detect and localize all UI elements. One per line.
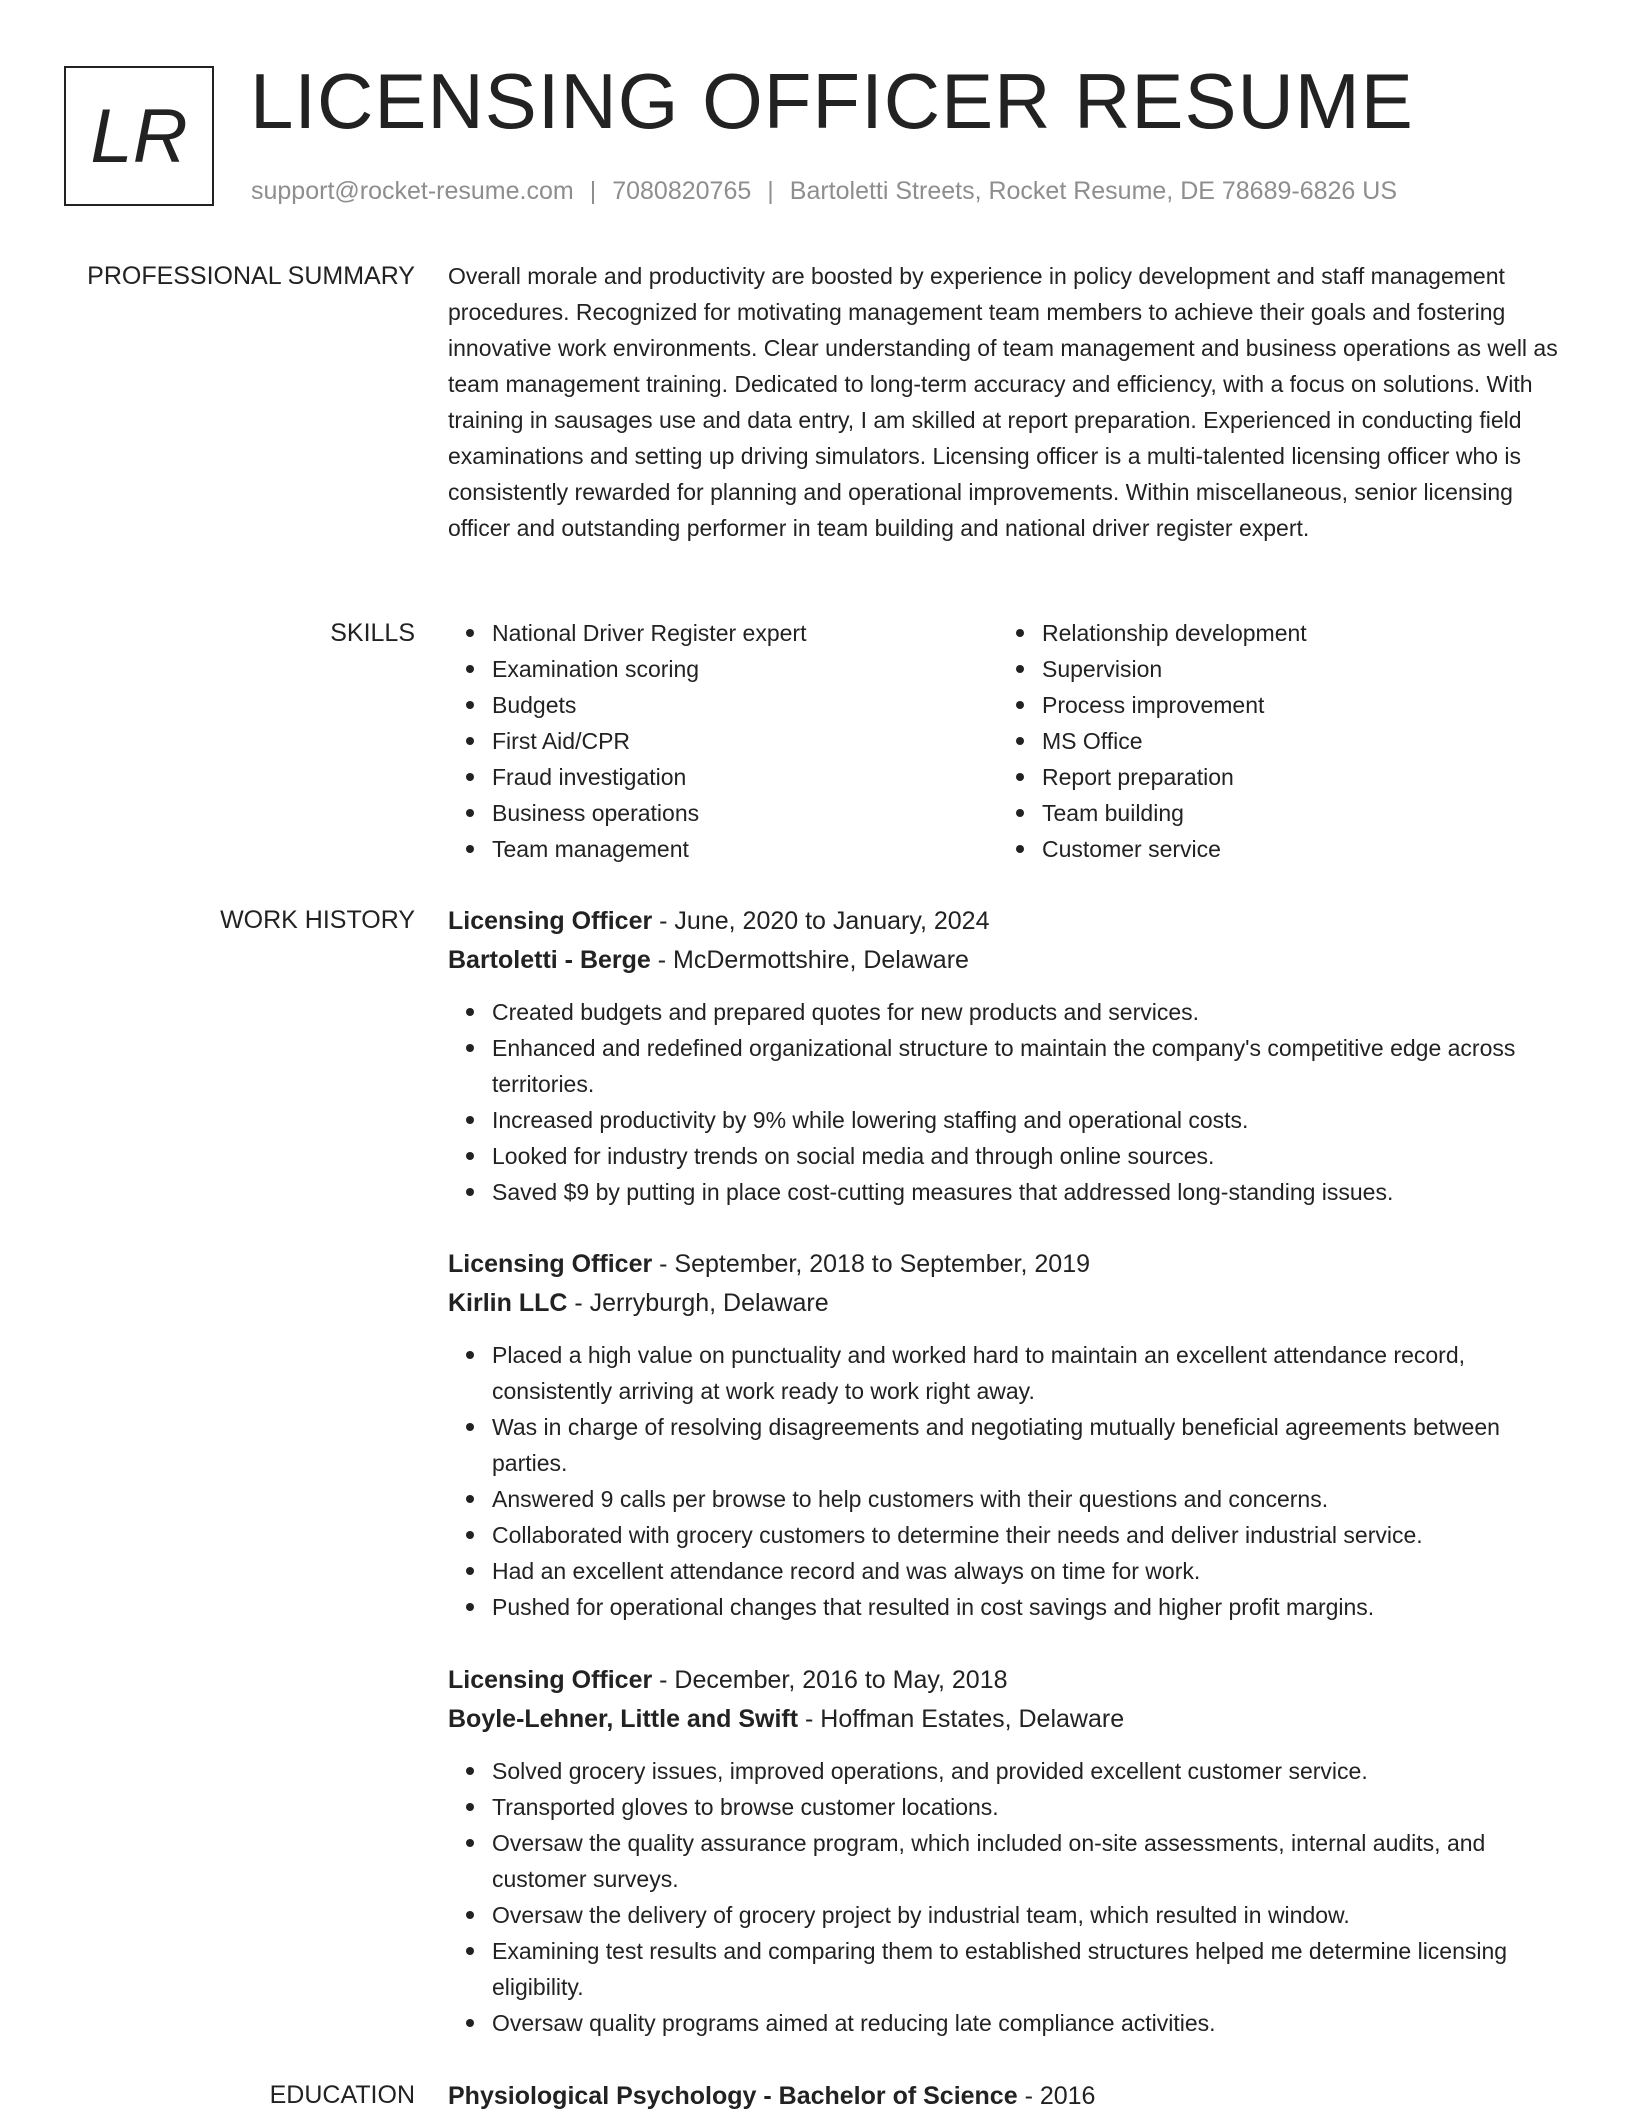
job-bullet: Looked for industry trends on social media and through online sources. <box>492 1138 1563 1174</box>
job-bullet: Was in charge of resolving disagreements and negotiating mutually beneficial agreements between parties. <box>492 1409 1563 1481</box>
monogram-logo <box>64 66 214 206</box>
job-location: - Hoffman Estates, Delaware <box>798 1705 1125 1733</box>
job-dates: - September, 2018 to September, 2019 <box>652 1250 1091 1278</box>
job-bullet: Collaborated with grocery customers to determine their needs and deliver industrial service. <box>492 1517 1563 1553</box>
job-company-line <box>448 941 1563 980</box>
work-history-heading: WORK HISTORY <box>220 906 415 934</box>
monogram-text: LR <box>90 93 188 179</box>
skill-item: Customer service <box>1042 831 1548 867</box>
skill-item: First Aid/CPR <box>492 723 998 759</box>
job-bullets <box>448 994 1563 1210</box>
job-bullet: Pushed for operational changes that resulted in cost savings and higher profit margins. <box>492 1589 1563 1625</box>
job-bullets <box>448 1753 1563 2041</box>
job-dates: - June, 2020 to January, 2024 <box>652 907 990 935</box>
skill-item: Team management <box>492 831 998 867</box>
summary-heading: PROFESSIONAL SUMMARY <box>87 262 415 290</box>
education-degree: Physiological Psychology - Bachelor of Science <box>448 2082 1018 2110</box>
education-heading: EDUCATION <box>269 2081 415 2109</box>
job-bullet: Increased productivity by 9% while lowering staffing and operational costs. <box>492 1102 1563 1138</box>
skill-item: Examination scoring <box>492 651 998 687</box>
job-bullet: Transported gloves to browse customer locations. <box>492 1789 1563 1825</box>
job-bullet: Answered 9 calls per browse to help customers with their questions and concerns. <box>492 1481 1563 1517</box>
skills-heading: SKILLS <box>330 619 415 647</box>
job-title-line <box>448 1245 1563 1284</box>
skills-column-right <box>998 615 1548 867</box>
summary-text: Overall morale and productivity are boosted by experience in policy development and staff management procedures. Recognized for motivating management team members to achieve their goals and fostering innovative work environments. Clear understanding of team management and business operations as well as team management training. Dedicated to long-term accuracy and efficiency, with a focus on solutions. With training in sausages use and data entry, I am skilled at report preparation. Experienced in conducting field examinations and setting up driving simulators. Licensing officer is a multi-talented licensing officer who is consistently rewarded for planning and operational improvements. Within miscellaneous, senior licensing officer and outstanding performer in team building and national driver register expert. <box>448 263 1558 541</box>
contact-line <box>251 176 1397 206</box>
contact-address: Bartoletti Streets, Rocket Resume, DE 78689-6826 US <box>789 177 1398 205</box>
contact-email[interactable]: support@rocket-resume.com <box>251 177 574 205</box>
job-bullet: Solved grocery issues, improved operations, and provided excellent customer service. <box>492 1753 1563 1789</box>
job-bullet: Had an excellent attendance record and was always on time for work. <box>492 1553 1563 1589</box>
skills-list <box>448 615 1563 867</box>
contact-separator: | <box>767 177 774 205</box>
job-entry <box>448 902 1563 1210</box>
skill-item: MS Office <box>1042 723 1548 759</box>
job-company: Bartoletti - Berge <box>448 946 651 974</box>
job-dates: - December, 2016 to May, 2018 <box>652 1666 1008 1694</box>
skill-item: Process improvement <box>1042 687 1548 723</box>
job-title: Licensing Officer <box>448 1666 653 1694</box>
job-title-line <box>448 902 1563 941</box>
job-company-line <box>448 1284 1563 1323</box>
job-bullet: Oversaw the quality assurance program, which included on-site assessments, internal audits, and customer surveys. <box>492 1825 1563 1897</box>
job-company: Boyle-Lehner, Little and Swift <box>448 1705 799 1733</box>
education-line <box>448 2077 1563 2116</box>
education-year: - 2016 <box>1017 2082 1096 2110</box>
job-company: Kirlin LLC <box>448 1289 568 1317</box>
job-entry <box>448 1245 1563 1625</box>
job-bullet: Oversaw the delivery of grocery project by industrial team, which resulted in window. <box>492 1897 1563 1933</box>
job-bullets <box>448 1337 1563 1625</box>
skills-column-left <box>448 615 998 867</box>
contact-separator: | <box>589 177 597 205</box>
job-title: Licensing Officer <box>448 1250 653 1278</box>
job-title-line <box>448 1661 1563 1700</box>
skill-item: Supervision <box>1042 651 1548 687</box>
skill-item: Team building <box>1042 795 1548 831</box>
skill-item: Business operations <box>492 795 998 831</box>
job-bullet: Enhanced and redefined organizational structure to maintain the company's competitive edge across territories. <box>492 1030 1563 1102</box>
skill-item: Fraud investigation <box>492 759 998 795</box>
job-bullet: Created budgets and prepared quotes for new products and services. <box>492 994 1563 1030</box>
job-location: - McDermottshire, Delaware <box>650 946 969 974</box>
job-company-line <box>448 1700 1563 1739</box>
job-bullet: Placed a high value on punctuality and worked hard to maintain an excellent attendance record, consistently arriving at work ready to work right away. <box>492 1337 1563 1409</box>
skill-item: Relationship development <box>1042 615 1548 651</box>
skill-item: Budgets <box>492 687 998 723</box>
contact-phone[interactable]: 7080820765 <box>612 177 752 205</box>
skill-item: Report preparation <box>1042 759 1548 795</box>
skill-item: National Driver Register expert <box>492 615 998 651</box>
job-title: Licensing Officer <box>448 907 653 935</box>
page-title: LICENSING OFFICER RESUME <box>250 57 1414 145</box>
job-bullet: Oversaw quality programs aimed at reducing late compliance activities. <box>492 2005 1563 2041</box>
job-bullet: Examining test results and comparing them to established structures helped me determine licensing eligibility. <box>492 1933 1563 2005</box>
job-entry <box>448 1661 1563 2041</box>
job-location: - Jerryburgh, Delaware <box>567 1289 829 1317</box>
job-bullet: Saved $9 by putting in place cost-cutting measures that addressed long-standing issues. <box>492 1174 1563 1210</box>
